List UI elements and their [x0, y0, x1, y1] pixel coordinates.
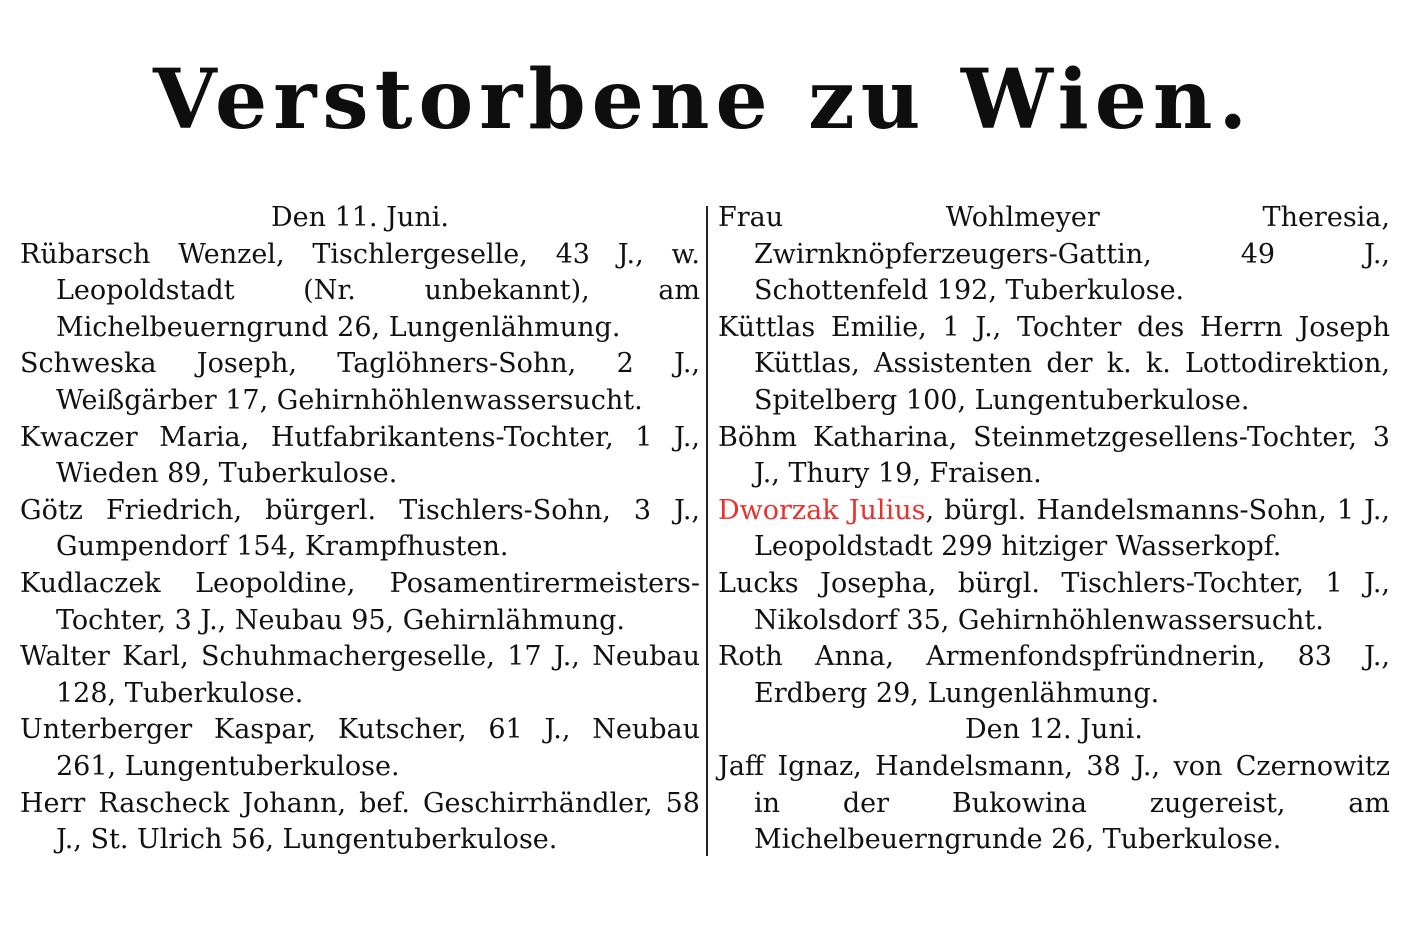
highlighted-details: , bürgl. Handelsmanns-Sohn, 1 J., Leopoldstadt 299 hitziger Wasserkopf.	[754, 494, 1390, 563]
death-notice: Böhm Katharina, Steinmetzgesellens-Tochter, 3 J., Thury 19, Fraisen.	[718, 421, 1390, 490]
column-divider	[706, 206, 708, 856]
death-notice: Lucks Josepha, bürgl. Tischlers-Tochter, 1 J., Nikolsdorf 35, Gehirnhöhlenwassersucht.	[718, 567, 1390, 636]
death-notice: Schweska Joseph, Taglöhners-Sohn, 2 J., Weißgärber 17, Gehirnhöhlenwassersucht.	[20, 348, 700, 416]
death-notice: Frau Wohlmeyer Theresia, Zwirnknöpferzeugers-Gattin, 49 J., Schottenfeld 192, Tuberkulose.	[718, 202, 1390, 307]
death-notice: Roth Anna, Armenfondspfründnerin, 83 J., Erdberg 29, Lungenlähmung.	[718, 641, 1390, 709]
date-heading: Den 12. Juni.	[965, 714, 1143, 746]
left-column	[20, 200, 700, 859]
death-notice-highlighted	[718, 493, 1390, 566]
death-notice: Jaff Ignaz, Handelsmann, 38 J., von Czernowitz in der Bukowina zugereist, am Michelbeuerngrunde 26, Tuberkulose.	[718, 750, 1390, 856]
right-column	[718, 200, 1390, 859]
death-notice: Götz Friedrich, bürgerl. Tischlers-Sohn, 3 J., Gumpendorf 154, Krampfhusten.	[20, 494, 700, 563]
death-notice: Küttlas Emilie, 1 J., Tochter des Herrn Joseph Küttlas, Assistenten der k. k. Lottodirektion, Spitelberg 100, Lungentuberkulose.	[718, 311, 1390, 416]
date-heading: Den 11. Juni.	[271, 202, 449, 233]
highlighted-name: Dworzak Julius	[718, 494, 926, 526]
death-notice: Rübarsch Wenzel, Tischlergeselle, 43 J., w. Leopoldstadt (Nr. unbekannt), am Michelbeuerngrund 26, Lungenlähmung.	[20, 238, 700, 343]
death-notice: Herr Rascheck Johann, bef. Geschirrhändler, 58 J., St. Ulrich 56, Lungentuberkulose.	[20, 787, 700, 856]
death-notice: Unterberger Kaspar, Kutscher, 61 J., Neubau 261, Lungentuberkulose.	[20, 714, 700, 782]
page-title: Verstorbene zu Wien.	[152, 52, 1254, 148]
death-notice: Walter Karl, Schuhmachergeselle, 17 J., Neubau 128, Tuberkulose.	[20, 641, 700, 709]
death-notice: Kudlaczek Leopoldine, Posamentirermeisters-Tochter, 3 J., Neubau 95, Gehirnlähmung.	[20, 567, 700, 636]
death-notice: Kwaczer Maria, Hutfabrikantens-Tochter, 1 J., Wieden 89, Tuberkulose.	[20, 421, 700, 490]
